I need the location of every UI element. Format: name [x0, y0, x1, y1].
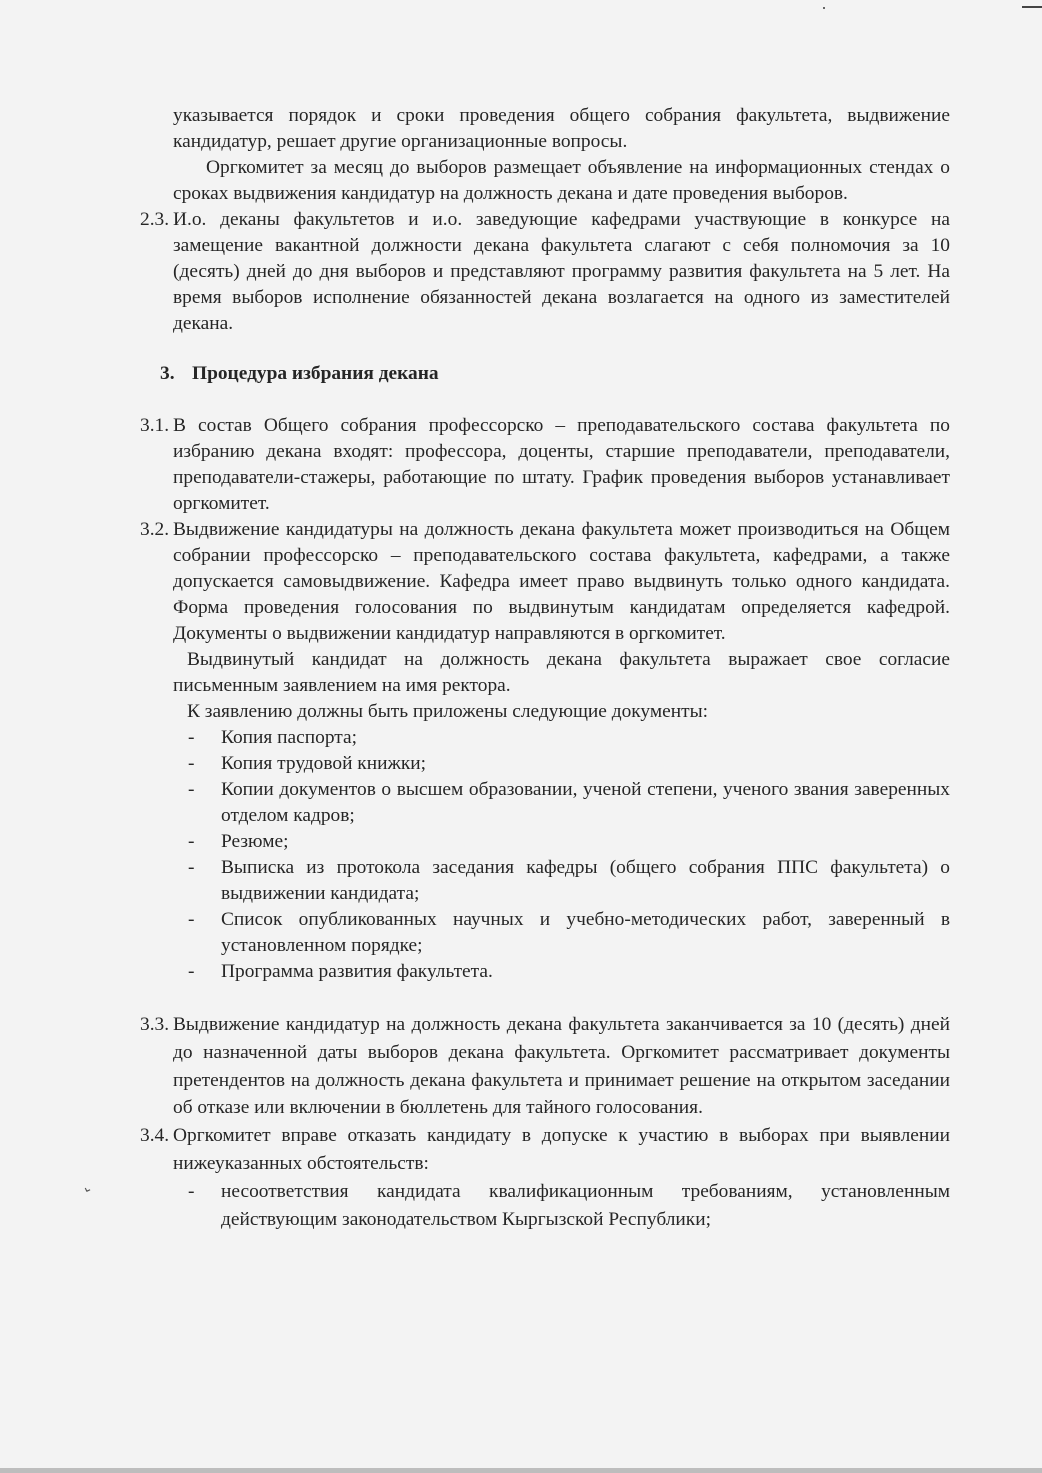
paragraph-documents-intro: К заявлению должны быть приложены следующие документы: — [187, 701, 708, 722]
scan-artifact-dot — [823, 7, 825, 9]
scan-bottom-edge — [0, 1468, 1042, 1473]
clause-3-1 — [140, 413, 950, 517]
spacer — [140, 985, 950, 1011]
paragraph-orgcommittee-announcement: Оргкомитет за месяц до выборов размещает объявление на информационных стендах о сроках выдвижения кандидатур на должность декана и дате проведения выборов. — [173, 157, 950, 204]
list-item: - Список опубликованных научных и учебно-методических работ, заверенный в установленном порядке; — [188, 907, 950, 959]
clause-text: И.о. деканы факультетов и и.о. заведующие кафедрами участвующие в конкурсе на замещение вакантной должности декана факультета слагают с себя полномочия за 10 (десять) дней до дня выборов и представляют программу развития факультета на 5 лет. На время выборов исполнение обязанностей декана возлагается на одного из заместителей декана. — [173, 209, 950, 334]
clause-2-3 — [140, 207, 950, 337]
list-item: - Программа развития факультета. — [188, 959, 950, 985]
clause-text: В состав Общего собрания профессорско – преподавательского состава факультета по избранию декана входят: профессора, доценты, старшие преподаватели, преподаватели, преподаватели-стажеры, работающие по штату. График проведения выборов устанавливает оргкомитет. — [173, 415, 950, 514]
clause-number: 3.1. — [140, 415, 170, 436]
list-item: - несоответствия кандидата квалификационным требованиям, установленным действующим законодательством Кыргызской Республики; — [188, 1178, 950, 1234]
clause-number: 3.4. — [140, 1125, 170, 1147]
clause-3-4 — [140, 1122, 950, 1178]
scan-artifact-mark: ⌄ — [79, 1179, 96, 1198]
clause-text: Оргкомитет вправе отказать кандидату в допуске к участию в выборах при выявлении нижеуказанных обстоятельств: — [173, 1125, 950, 1174]
list-item: - Копии документов о высшем образовании, ученой степени, ученого звания заверенных отделом кадров; — [188, 777, 950, 829]
clause-number: 2.3. — [140, 209, 170, 230]
list-item: - Копия трудовой книжки; — [188, 751, 950, 777]
list-item: - Копия паспорта; — [188, 725, 950, 751]
section-heading — [160, 361, 950, 387]
scan-artifact-line — [1022, 6, 1042, 8]
documents-list — [140, 725, 950, 985]
list-item: - Резюме; — [188, 829, 950, 855]
clause-number: 3.3. — [140, 1014, 170, 1035]
list-item: - Выписка из протокола заседания кафедры (общего собрания ППС факультета) о выдвижении кандидата; — [188, 855, 950, 907]
clause-3-2 — [140, 517, 950, 647]
document-body — [140, 103, 950, 1233]
clause-text: Выдвижение кандидатуры на должность декана факультета может производиться на Общем собрании профессорско – преподавательского состава факультета, кафедрами, а также допускается самовыдвижение. Кафедра имеет право выдвинуть только одного кандидата. Форма проведения голосования по выдвинутым кандидатам определяется кафедрой. Документы о выдвижении кандидатур направляются в оргкомитет. — [173, 519, 950, 644]
paragraph-candidate-consent: Выдвинутый кандидат на должность декана факультета выражает свое согласие письменным заявлением на имя ректора. — [173, 649, 950, 696]
section-number: 3. — [160, 363, 175, 384]
clause-3-3 — [140, 1011, 950, 1122]
clause-number: 3.2. — [140, 519, 170, 540]
clause-text: Выдвижение кандидатур на должность декана факультета заканчивается за 10 (десять) дней до назначенной даты выборов декана факультета. Оргкомитет рассматривает документы претендентов на должность декана факультета и принимает решение на открытом заседании об отказе или включении в бюллетень для тайного голосования. — [173, 1014, 950, 1119]
paragraph-continuation: указывается порядок и сроки проведения общего собрания факультета, выдвижение кандидатур, решает другие организационные вопросы. — [173, 105, 950, 152]
refusal-reasons-list — [140, 1178, 950, 1234]
section-title: Процедура избрания декана — [192, 363, 439, 384]
